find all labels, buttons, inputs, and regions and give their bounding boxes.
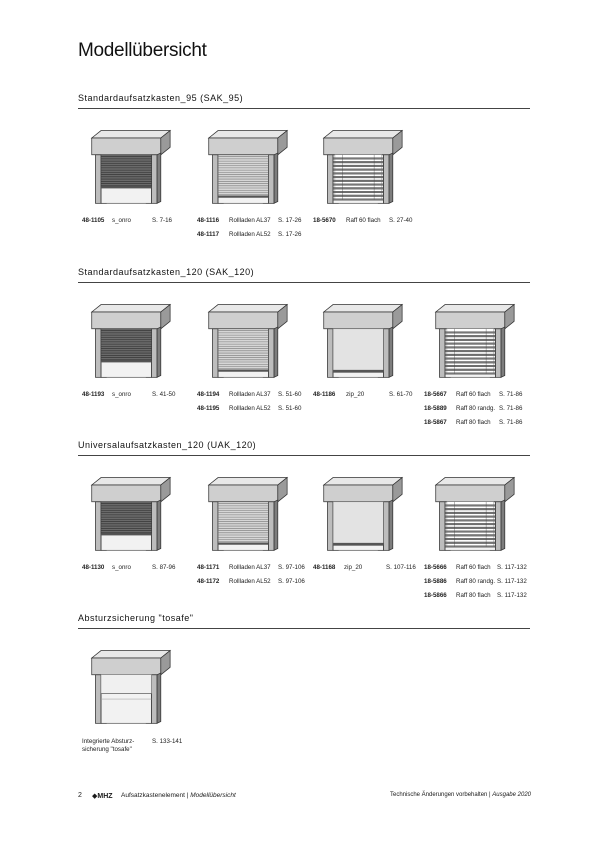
product-name: s_onro	[112, 217, 131, 224]
product-code: 18-5866	[424, 592, 447, 599]
product-code: 48-1186	[313, 391, 336, 398]
product-name: Raff 60 flach	[456, 564, 491, 571]
page-ref: S. 117-132	[497, 578, 527, 585]
page-ref: S. 51-60	[278, 391, 302, 398]
section-heading-sak95: Standardaufsatzkasten_95 (SAK_95)	[78, 93, 530, 109]
roller-shutter-mini-icon	[88, 296, 172, 384]
page-ref: S. 117-132	[497, 564, 527, 571]
product-code: 48-1116	[197, 217, 220, 224]
product-name: Raff 80 randg.	[456, 405, 496, 412]
page-number: 2	[78, 792, 82, 799]
section-heading-uak120: Universalaufsatzkasten_120 (UAK_120)	[78, 440, 530, 456]
roller-shutter-icon	[205, 122, 289, 210]
page-ref: S. 27-40	[389, 217, 413, 224]
product-name: Raff 60 flach	[346, 217, 381, 224]
product-code: 48-1194	[197, 391, 220, 398]
page-ref: S. 71-86	[499, 419, 523, 426]
page-ref: S. 71-86	[499, 391, 523, 398]
page-ref: S. 51-60	[278, 405, 302, 412]
product-code: 48-1168	[313, 564, 336, 571]
product-name: Raff 80 flach	[456, 592, 491, 599]
venetian-blind-icon	[432, 296, 516, 384]
footer-note: Technische Änderungen vorbehalten | Ausgabe 2020	[389, 792, 531, 798]
page-ref: S. 71-86	[499, 405, 523, 412]
product-name: zip_20	[346, 391, 365, 398]
product-code: 48-1117	[197, 231, 220, 238]
product-code: 48-1130	[82, 564, 105, 571]
page-ref: S. 7-16	[152, 217, 172, 224]
product-name: Rollladen AL52	[229, 231, 271, 238]
page-ref: S. 97-106	[278, 564, 305, 571]
roller-shutter-mini-icon	[88, 122, 172, 210]
fall-protection-icon	[88, 642, 172, 730]
product-name: s_onro	[112, 391, 131, 398]
product-code: 18-5889	[424, 405, 447, 412]
product-name: zip_20	[344, 564, 363, 571]
product-code: 48-1172	[197, 578, 220, 585]
product-code: 18-5666	[424, 564, 447, 571]
venetian-blind-icon	[432, 469, 516, 557]
product-name: Rollladen AL52	[229, 578, 271, 585]
product-code: 18-5667	[424, 391, 447, 398]
page-ref: S. 133-141	[152, 738, 183, 745]
page-ref: S. 87-96	[152, 564, 176, 571]
product-name: Rollladen AL37	[229, 217, 271, 224]
product-name: Raff 80 flach	[456, 419, 491, 426]
venetian-blind-icon	[320, 122, 404, 210]
roller-shutter-icon	[205, 296, 289, 384]
product-code: 18-5670	[313, 217, 336, 224]
product-name: Raff 80 randg.	[456, 578, 496, 585]
section-heading-tosafe: Absturzsicherung "tosafe"	[78, 613, 530, 629]
page-ref: S. 61-70	[389, 391, 413, 398]
product-code: 48-1171	[197, 564, 220, 571]
product-name: Raff 60 flach	[456, 391, 491, 398]
product-code: 48-1193	[82, 391, 105, 398]
product-code: 48-1195	[197, 405, 220, 412]
product-code: 18-5867	[424, 419, 447, 426]
page-title: Modellübersicht	[78, 40, 207, 61]
brand-logo: ◆MHZ	[92, 793, 113, 800]
fabric-screen-icon	[320, 296, 404, 384]
product-name: s_onro	[112, 564, 131, 571]
page-ref: S. 17-26	[278, 231, 302, 238]
product-name: Rollladen AL52	[229, 405, 271, 412]
roller-shutter-icon	[205, 469, 289, 557]
roller-shutter-mini-icon	[88, 469, 172, 557]
page-ref: S. 117-132	[497, 592, 527, 599]
page-ref: S. 107-116	[386, 564, 416, 571]
product-name: Rollladen AL37	[229, 391, 271, 398]
page-ref: S. 41-50	[152, 391, 176, 398]
page-ref: S. 97-106	[278, 578, 305, 585]
page-ref: S. 17-26	[278, 217, 302, 224]
section-heading-sak120: Standardaufsatzkasten_120 (SAK_120)	[78, 267, 530, 283]
product-code: 18-5886	[424, 578, 447, 585]
product-name: Rollladen AL37	[229, 564, 271, 571]
product-code: 48-1105	[82, 217, 105, 224]
footer-doc-title: Aufsatzkastenelement | Modellübersicht	[121, 792, 236, 799]
product-label: Integrierte Absturz-sicherung "tosafe"	[82, 738, 135, 753]
fabric-screen-icon	[320, 469, 404, 557]
